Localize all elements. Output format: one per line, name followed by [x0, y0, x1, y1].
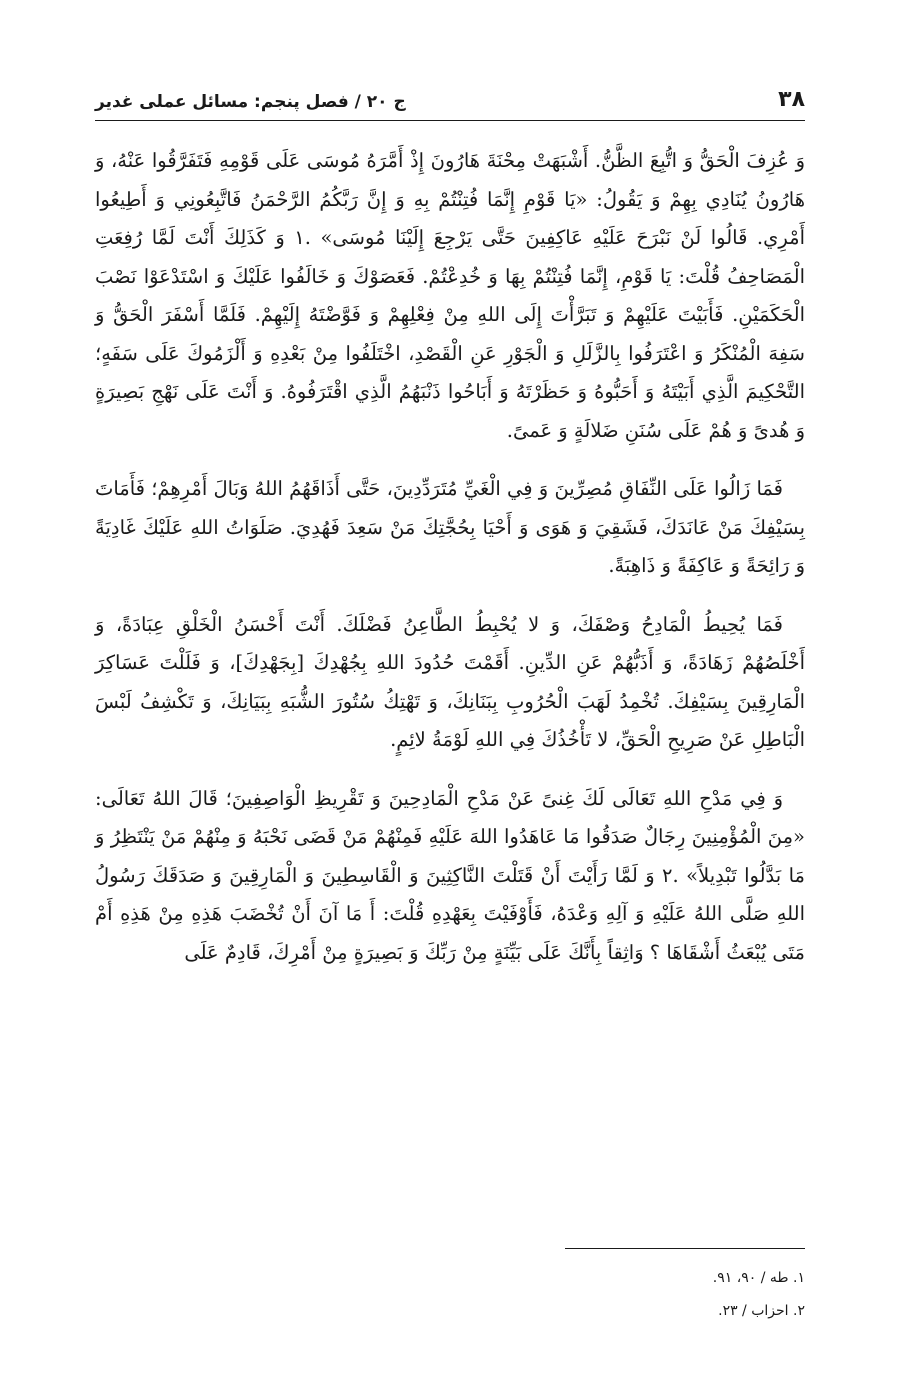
- footnote-2: ۲. احزاب / ۲۳.: [718, 1303, 805, 1319]
- paragraph-4: وَ فِي مَدْحِ اللهِ تَعَالَى لَكَ غِنىً عَنْ مَدْحِ الْمَادِحِينَ وَ تَقْرِيظِ الْوَاصِفِينَ؛ قَالَ اللهُ تَعَالَى: «مِنَ الْمُؤْمِنِينَ رِجَالٌ صَدَقُوا مَا عَاهَدُوا اللهَ عَلَيْهِ فَمِنْهُمْ مَنْ قَضَى نَحْبَهُ وَ مِنْهُمْ مَنْ يَنْتَظِرُ وَ مَا بَدَّلُوا تَبْدِيلاً» .٢ وَ لَمَّا رَأَيْتَ أَنْ قَتَلْتَ النَّاكِثِينَ وَ الْقَاسِطِينَ وَ الْمَارِقِينَ وَ صَدَقَكَ رَسُولُ اللهِ صَلَّى اللهُ عَلَيْهِ وَ آلِهِ وَعْدَهُ، فَأَوْفَيْتَ بِعَهْدِهِ قُلْتَ: أَ مَا آنَ أَنْ تُخْضَبَ هَذِهِ مِنْ هَذِهِ أَمْ مَتَى يُبْعَثُ أَشْقَاهَا ؟ وَاثِقاً بِأَنَّكَ عَلَى بَيِّنَةٍ مِنْ رَبِّكَ وَ بَصِيرَةٍ مِنْ أَمْرِكَ، قَادِمٌ عَلَى: [95, 786, 805, 964]
- footnotes: [95, 1262, 805, 1328]
- main-text: [95, 142, 805, 992]
- page-number: ۳۸: [778, 87, 805, 112]
- running-title: ج ۲۰ / فصل پنجم: مسائل عملی غدیر: [95, 92, 406, 112]
- footnote-1: ۱. طه / ۹۰، ۹۱.: [712, 1270, 805, 1286]
- page-header: [95, 78, 805, 112]
- paragraph-2: فَمَا زَالُوا عَلَى النِّفَاقِ مُصِرِّينَ وَ فِي الْغَيِّ مُتَرَدِّدِينَ، حَتَّى أَذَاقَهُمُ اللهُ وَبَالَ أَمْرِهِمْ؛ فَأَمَاتَ بِسَيْفِكَ مَنْ عَانَدَكَ، فَشَقِيَ وَ هَوَى وَ أَحْيَا بِحُجَّتِكَ مَنْ سَعِدَ فَهُدِيَ. صَلَوَاتُ اللهِ عَلَيْكَ غَادِيَةً وَ رَائِحَةً وَ عَاكِفَةً وَ ذَاهِبَةً.: [95, 477, 805, 577]
- paragraph-1: وَ عُزِفَ الْحَقُّ وَ اتُّبِعَ الظَّنُّ. أَشْبَهَتْ مِحْنَةَ هَارُونَ إِذْ أَمَّرَهُ مُوسَى عَلَى قَوْمِهِ فَتَفَرَّقُوا عَنْهُ، وَ هَارُونُ يُنَادِي بِهِمْ وَ يَقُولُ: «يَا قَوْمِ إِنَّمَا فُتِنْتُمْ بِهِ وَ إِنَّ رَبَّكُمُ الرَّحْمَنُ فَاتَّبِعُونِي وَ أَطِيعُوا أَمْرِي. قَالُوا لَنْ نَبْرَحَ عَلَيْهِ عَاكِفِينَ حَتَّى يَرْجِعَ إِلَيْنَا مُوسَى» .١ وَ كَذَلِكَ أَنْتَ لَمَّا رُفِعَتِ الْمَصَاحِفُ قُلْتَ: يَا قَوْمِ، إِنَّمَا فُتِنْتُمْ بِهَا وَ خُدِعْتُمْ. فَعَصَوْكَ وَ خَالَفُوا عَلَيْكَ وَ اسْتَدْعَوْا نَصْبَ الْحَكَمَيْنِ. فَأَبَيْتَ عَلَيْهِمْ وَ تَبَرَّأْتَ إِلَى اللهِ مِنْ فِعْلِهِمْ وَ فَوَّضْتَهُ إِلَيْهِمْ. فَلَمَّا أَسْفَرَ الْحَقُّ وَ سَفِهَ الْمُنْكَرُ وَ اعْتَرَفُوا بِالزَّلَلِ وَ الْجَوْرِ عَنِ الْقَصْدِ، اخْتَلَفُوا مِنْ بَعْدِهِ وَ أَلْزَمُوكَ عَلَى سَفَهٍ؛ التَّحْكِيمَ الَّذِي أَبَيْتَهُ وَ أَحَبُّوهُ وَ حَظَرْتَهُ وَ أَبَاحُوا ذَنْبَهُمُ الَّذِي اقْتَرَفُوهُ. وَ أَنْتَ عَلَى نَهْجِ بَصِيرَةٍ وَ هُدىً وَ هُمْ عَلَى سُنَنِ ضَلالَةٍ وَ عَمىً.: [95, 149, 805, 442]
- header-divider: [95, 120, 805, 121]
- footnote-divider: [565, 1248, 805, 1249]
- paragraph-3: فَمَا يُحِيطُ الْمَادِحُ وَصْفَكَ، وَ لا يُحْبِطُ الطَّاعِنُ فَضْلَكَ. أَنْتَ أَحْسَنُ الْخَلْقِ عِبَادَةً، وَ أَخْلَصُهُمْ زَهَادَةً، وَ أَذَبُّهُمْ عَنِ الدِّينِ. أَقَمْتَ حُدُودَ اللهِ بِجُهْدِكَ [بِجَهْدِكَ]، وَ فَلَلْتَ عَسَاكِرَ الْمَارِقِينَ بِسَيْفِكَ. تُخْمِدُ لَهَبَ الْحُرُوبِ بِبَنَانِكَ، وَ تَهْتِكُ سُتُورَ الشُّبَهِ بِبَيَانِكَ، وَ تَكْشِفُ لَبْسَ الْبَاطِلِ عَنْ صَرِيحِ الْحَقِّ، لا تَأْخُذُكَ فِي اللهِ لَوْمَةُ لائِمٍ.: [95, 612, 805, 751]
